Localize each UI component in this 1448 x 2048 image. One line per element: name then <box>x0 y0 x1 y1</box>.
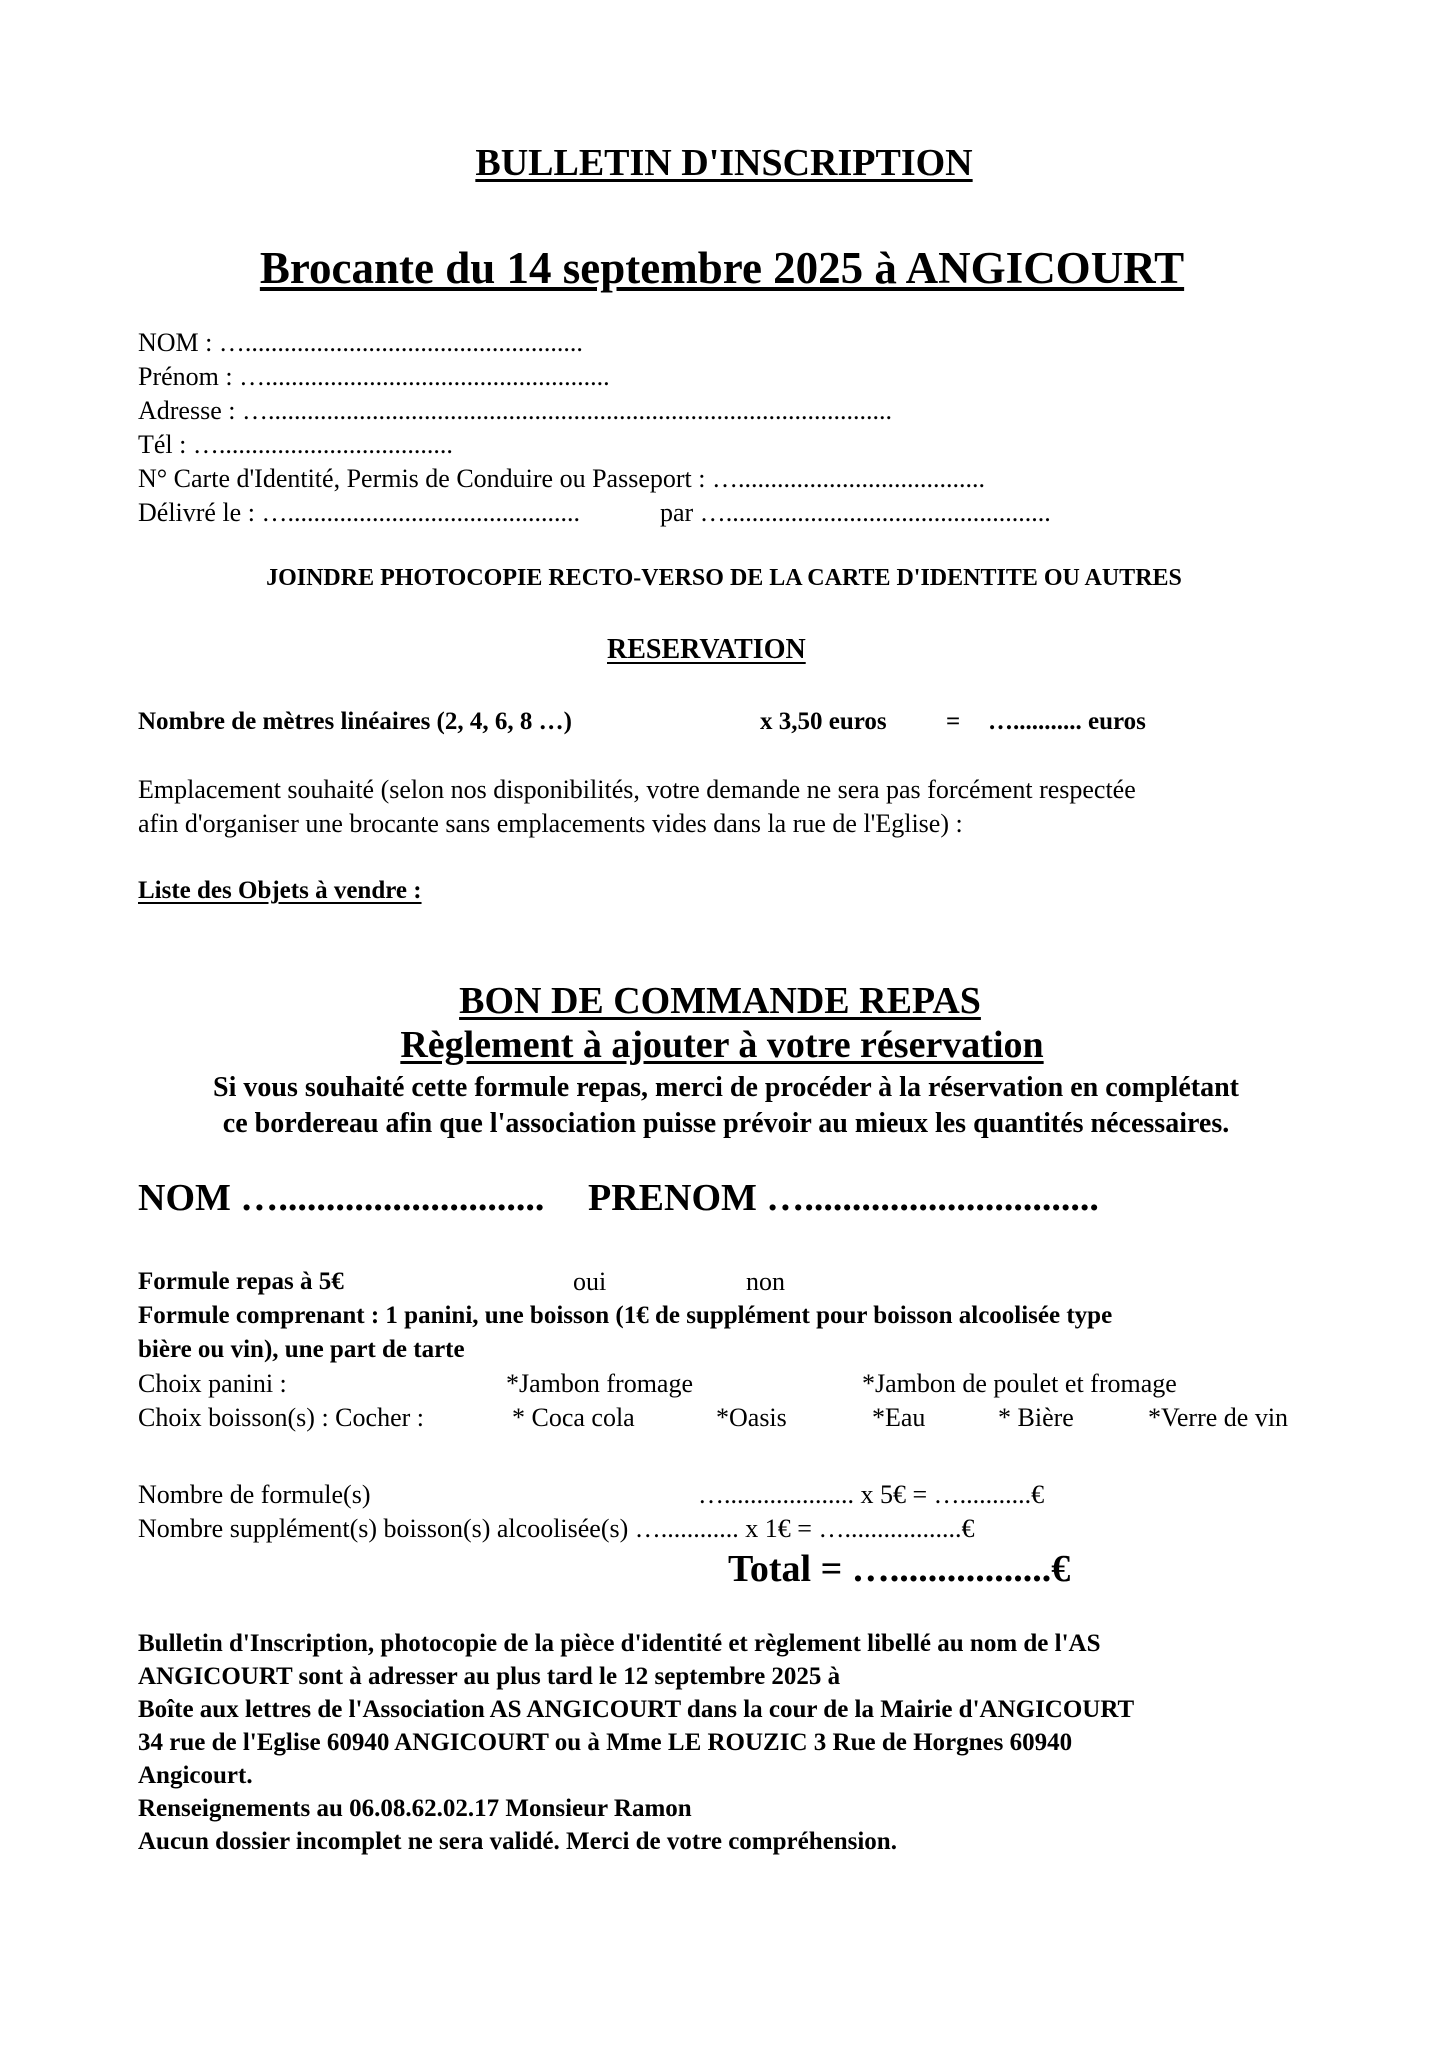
boisson-option-2: *Oasis <box>716 1403 787 1432</box>
nb-supplement-line: Nombre supplément(s) boisson(s) alcoolisée(s) …............ x 1€ = …..................€ <box>138 1514 975 1543</box>
field-adresse: Adresse : …................................................................................................ <box>138 396 892 425</box>
footer-line-1: Bulletin d'Inscription, photocopie de la pièce d'identité et règlement libellé au nom de l'AS <box>138 1630 1101 1657</box>
metres-price: x 3,50 euros <box>760 708 887 735</box>
boisson-option-3: *Eau <box>872 1403 926 1432</box>
formule-non: non <box>746 1267 785 1296</box>
footer-line-7: Aucun dossier incomplet ne sera validé. Merci de votre compréhension. <box>138 1828 897 1855</box>
footer-line-6: Renseignements au 06.08.62.02.17 Monsieur Ramon <box>138 1795 692 1822</box>
photocopy-notice: JOINDRE PHOTOCOPIE RECTO-VERSO DE LA CARTE D'IDENTITE OU AUTRES <box>266 565 1182 591</box>
field-delivre-le: Délivré le : …............................................. <box>138 498 580 527</box>
repas-total: Total = ….................€ <box>728 1548 1071 1590</box>
footer-line-5: Angicourt. <box>138 1762 253 1789</box>
boisson-option-1: * Coca cola <box>512 1403 635 1432</box>
field-prenom: Prénom : …..................................................... <box>138 362 610 391</box>
field-piece-identite: N° Carte d'Identité, Permis de Conduire ou Passeport : …...................................... <box>138 464 985 493</box>
boisson-label: Choix boisson(s) : Cocher : <box>138 1403 424 1432</box>
panini-option-2: *Jambon de poulet et fromage <box>862 1369 1177 1398</box>
repas-heading: BON DE COMMANDE REPAS <box>459 980 981 1022</box>
emplacement-line-2: afin d'organiser une brocante sans emplacements vides dans la rue de l'Eglise) : <box>138 809 963 838</box>
field-nom: NOM : ….................................................... <box>138 328 583 357</box>
formule-description-line-1: Formule comprenant : 1 panini, une boisson (1€ de supplément pour boisson alcoolisée type <box>138 1302 1113 1329</box>
nb-formule-calc: ….................... x 5€ = …...........€ <box>698 1480 1045 1509</box>
formule-description-line-2: bière ou vin), une part de tarte <box>138 1336 465 1363</box>
repas-intro-line-2: ce bordereau afin que l'association puisse prévoir au mieux les quantités nécessaires. <box>222 1108 1230 1139</box>
emplacement-line-1: Emplacement souhaité (selon nos disponibilités, votre demande ne sera pas forcément respectée <box>138 775 1136 804</box>
metres-equals: = <box>946 708 961 735</box>
reservation-heading: RESERVATION <box>607 634 806 665</box>
footer-line-3: Boîte aux lettres de l'Association AS ANGICOURT dans la cour de la Mairie d'ANGICOURT <box>138 1696 1135 1723</box>
repas-nom: NOM …............................ <box>138 1177 545 1219</box>
liste-objets-label: Liste des Objets à vendre : <box>138 877 422 904</box>
footer-line-4: 34 rue de l'Eglise 60940 ANGICOURT ou à Mme LE ROUZIC 3 Rue de Horgnes 60940 <box>138 1729 1073 1756</box>
metres-label: Nombre de mètres linéaires (2, 4, 6, 8 …) <box>138 708 572 735</box>
field-delivre-par: par ….................................................. <box>660 498 1051 527</box>
boisson-option-4: * Bière <box>998 1403 1074 1432</box>
document-title: BULLETIN D'INSCRIPTION <box>475 142 973 184</box>
repas-prenom: PRENOM …............................... <box>588 1177 1099 1219</box>
document-subtitle: Brocante du 14 septembre 2025 à ANGICOURT <box>259 243 1185 293</box>
boisson-option-5: *Verre de vin <box>1148 1403 1289 1432</box>
panini-option-1: *Jambon fromage <box>506 1369 694 1398</box>
metres-total: …........... euros <box>988 708 1146 735</box>
footer-line-2: ANGICOURT sont à adresser au plus tard le 12 septembre 2025 à <box>138 1663 841 1690</box>
formule-oui: oui <box>573 1267 607 1296</box>
repas-subheading: Règlement à ajouter à votre réservation <box>400 1024 1044 1066</box>
repas-intro-line-1: Si vous souhaité cette formule repas, merci de procéder à la réservation en complétant <box>213 1072 1239 1103</box>
panini-label: Choix panini : <box>138 1369 287 1398</box>
field-tel: Tél : ….................................... <box>138 430 453 459</box>
formule-label: Formule repas à 5€ <box>138 1268 344 1295</box>
nb-formule-label: Nombre de formule(s) <box>138 1480 371 1509</box>
